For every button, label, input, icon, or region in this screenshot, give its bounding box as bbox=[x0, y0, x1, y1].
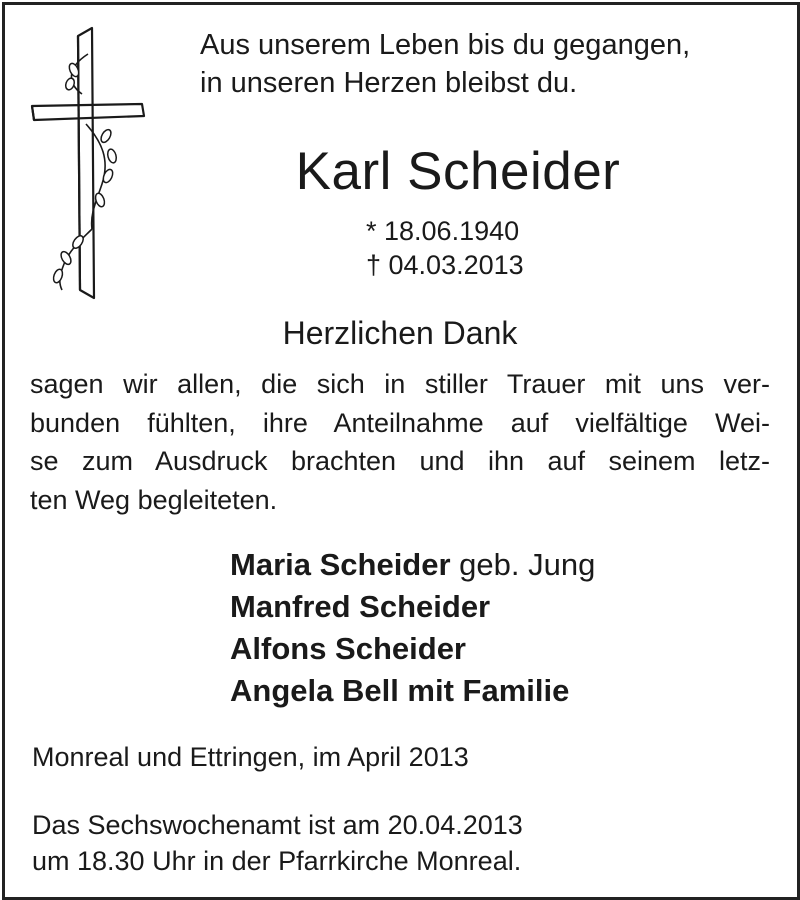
memorial-verse bbox=[200, 26, 690, 102]
mass-line-1: Das Sechswochenamt ist am 20.04.2013 bbox=[32, 810, 523, 840]
thanks-paragraph bbox=[30, 365, 770, 519]
family-member: Alfons Scheider bbox=[230, 631, 466, 666]
deceased-name: Karl Scheider bbox=[295, 142, 621, 201]
life-dates bbox=[366, 214, 524, 282]
family-member-maiden-name: geb. Jung bbox=[450, 547, 596, 582]
family-member bbox=[230, 544, 595, 586]
thanks-line-4: ten Weg begleiteten. bbox=[30, 484, 278, 515]
family-member: Manfred Scheider bbox=[230, 589, 491, 624]
death-date: † 04.03.2013 bbox=[366, 250, 524, 280]
family-member: Angela Bell mit Familie bbox=[230, 673, 570, 708]
thanks-line-1: sagen wir allen, die sich in stiller Trauer mit uns ver- bbox=[30, 369, 770, 399]
family-member-name: Maria Scheider bbox=[230, 547, 451, 582]
thanks-line-3: se zum Ausdruck brachten und ihn auf seinem letz- bbox=[30, 446, 770, 476]
place-and-date: Monreal und Ettringen, im April 2013 bbox=[32, 742, 469, 772]
thanks-line-2: bunden fühlten, ihre Anteilnahme auf vielfältige Wei- bbox=[30, 407, 770, 438]
birth-date: * 18.06.1940 bbox=[366, 216, 520, 246]
thanks-heading: Herzlichen Dank bbox=[282, 315, 518, 351]
family-signatures bbox=[230, 544, 595, 712]
mass-line-2: um 18.30 Uhr in der Pfarrkirche Monreal. bbox=[32, 846, 522, 876]
verse-line-2: in unseren Herzen bleibst du. bbox=[200, 67, 578, 99]
mass-announcement bbox=[32, 807, 523, 879]
verse-line-1: Aus unserem Leben bis du gegangen, bbox=[200, 29, 691, 61]
